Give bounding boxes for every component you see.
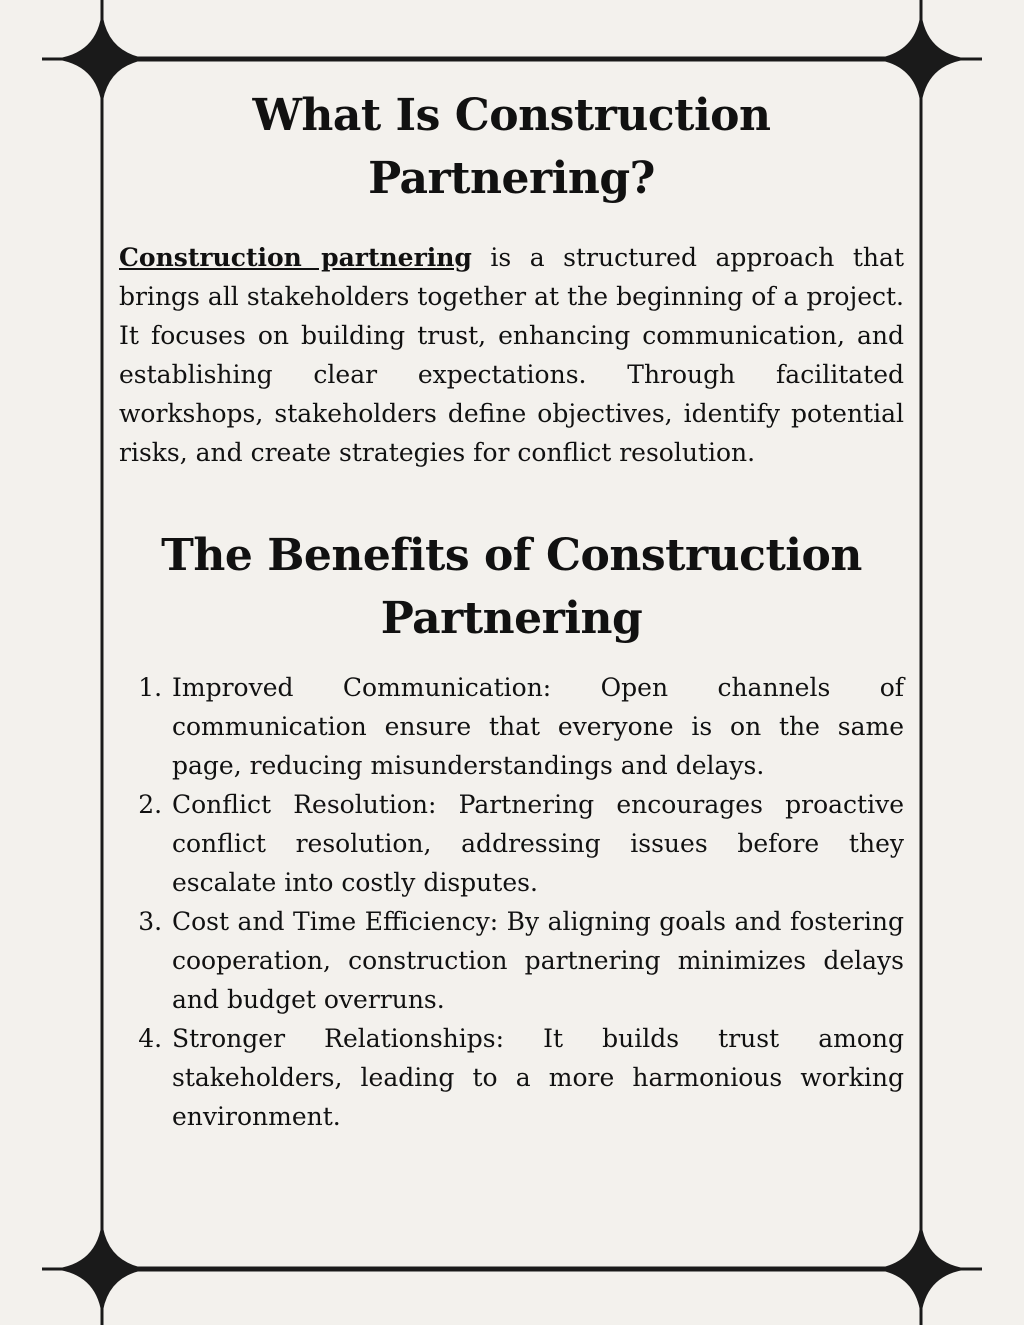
list-item: 2. Conflict Resolution: Partnering encourages proactive conflict resolution, addressing issues before they escalate into costly disputes. (170, 785, 904, 902)
star-ornament-icon (871, 1220, 971, 1318)
list-item: 4. Stronger Relationships: It builds trust among stakeholders, leading to a more harmonious working environment. (170, 1019, 904, 1136)
list-item: 3. Cost and Time Efficiency: By aligning goals and fostering cooperation, construction partnering minimizes delays and budget overruns. (170, 902, 904, 1019)
intro-text: is a structured approach that brings all stakeholders together at the beginning of a project. It focuses on building trust, enhancing communication, and establishing clear expectations. Through facilitated workshops, stakeholders define objectives, identify potential risks, and create strategies for conflict resolution. (119, 243, 904, 467)
section-title-benefits: The Benefits of Construction Partnering (161, 530, 862, 644)
star-ornament-icon (52, 1220, 152, 1318)
construction-partnering-link[interactable]: Construction partnering (119, 243, 472, 272)
section-title-what-is: What Is Construction Partnering? (252, 90, 771, 204)
intro-paragraph (119, 238, 904, 472)
document-content (119, 84, 904, 1136)
list-item: 1. Improved Communication: Open channels of communication ensure that everyone is on the same page, reducing misunderstandings and delays. (170, 668, 904, 785)
benefits-list (119, 668, 904, 1136)
